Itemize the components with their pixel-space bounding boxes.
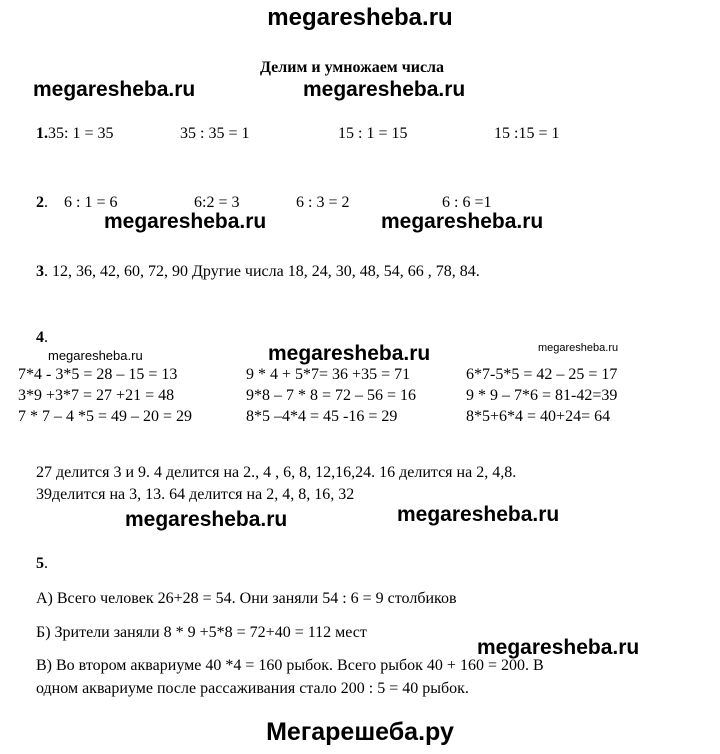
task-1-item: 15 :15 = 1 <box>494 125 560 142</box>
task-1-item: 15 : 1 = 15 <box>338 125 408 142</box>
task-4-expression: 9 * 4 + 5*7= 36 +35 = 71 <box>246 366 411 383</box>
task-number: 2 <box>36 194 44 211</box>
task-3-text: . 12, 36, 42, 60, 72, 90 Другие числа 18, 24, 30, 48, 54, 66 , 78, 84. <box>44 263 480 280</box>
task-number: 1. <box>36 125 48 142</box>
task-5-answer-c-line: В) Во втором аквариуме 40 *4 = 160 рыбок. Всего рыбок 40 + 160 = 200. В <box>36 657 544 674</box>
task-dot: . <box>44 194 48 211</box>
task-4-paragraph-line: 27 делится 3 и 9. 4 делится на 2., 4 , 6, 8, 12,16,24. 16 делится на 2, 4,8. <box>36 464 517 481</box>
task-5-answer-b: Б) Зрители заняли 8 * 9 +5*8 = 72+40 = 112 мест <box>36 624 367 641</box>
task-5-answer-a: А) Всего человек 26+28 = 54. Они заняли 54 : 6 = 9 столбиков <box>36 590 457 607</box>
task-dot: . <box>44 555 48 572</box>
task-3-line <box>36 263 480 281</box>
watermark: megaresheba.ru <box>303 78 466 101</box>
watermark: megaresheba.ru <box>477 636 640 659</box>
task-4-paragraph-line: 39делится на 3, 13. 64 делится на 2, 4, 8, 16, 32 <box>36 486 355 503</box>
task-5-heading <box>36 555 48 573</box>
task-1-line <box>36 125 113 143</box>
watermark: megaresheba.ru <box>381 210 544 233</box>
task-dot: . <box>44 329 48 346</box>
task-number: 3 <box>36 263 44 280</box>
task-2-item: 6 : 6 =1 <box>442 194 492 211</box>
task-4-heading <box>36 329 48 347</box>
footer-site-name: Мегарешеба.ру <box>266 718 454 746</box>
task-2-item: 6 : 3 = 2 <box>296 194 350 211</box>
task-2-line <box>36 194 48 212</box>
task-4-expression: 8*5+6*4 = 40+24= 64 <box>466 408 611 425</box>
task-4-expression: 9*8 – 7 * 8 = 72 – 56 = 16 <box>246 387 417 404</box>
task-4-expression: 7*4 - 3*5 = 28 – 15 = 13 <box>18 366 178 383</box>
watermark: megaresheba.ru <box>538 342 619 354</box>
watermark: megaresheba.ru <box>33 78 196 101</box>
watermark: megaresheba.ru <box>397 503 560 526</box>
task-4-expression: 6*7-5*5 = 42 – 25 = 17 <box>466 366 618 383</box>
header-site-name: megaresheba.ru <box>267 4 453 31</box>
page-title: Делим и умножаем числа <box>259 59 445 76</box>
watermark: megaresheba.ru <box>268 342 431 365</box>
task-4-expression: 7 * 7 – 4 *5 = 49 – 20 = 29 <box>18 408 193 425</box>
task-number: 4 <box>36 329 44 346</box>
task-4-expression: 8*5 –4*4 = 45 -16 = 29 <box>246 408 398 425</box>
task-number: 5 <box>36 555 44 572</box>
task-4-expression: 3*9 +3*7 = 27 +21 = 48 <box>18 387 175 404</box>
task-1-item: 35: 1 = 35 <box>48 125 114 142</box>
watermark: megaresheba.ru <box>48 348 143 363</box>
task-1-item: 35 : 35 = 1 <box>180 125 250 142</box>
task-2-item: 6:2 = 3 <box>194 194 240 211</box>
watermark: megaresheba.ru <box>104 210 267 233</box>
task-2-item: 6 : 1 = 6 <box>64 194 118 211</box>
task-5-answer-c-line: одном аквариуме после рассаживания стало 200 : 5 = 40 рыбок. <box>36 680 469 697</box>
watermark: megaresheba.ru <box>125 508 288 531</box>
task-4-expression: 9 * 9 – 7*6 = 81-42=39 <box>466 387 618 404</box>
